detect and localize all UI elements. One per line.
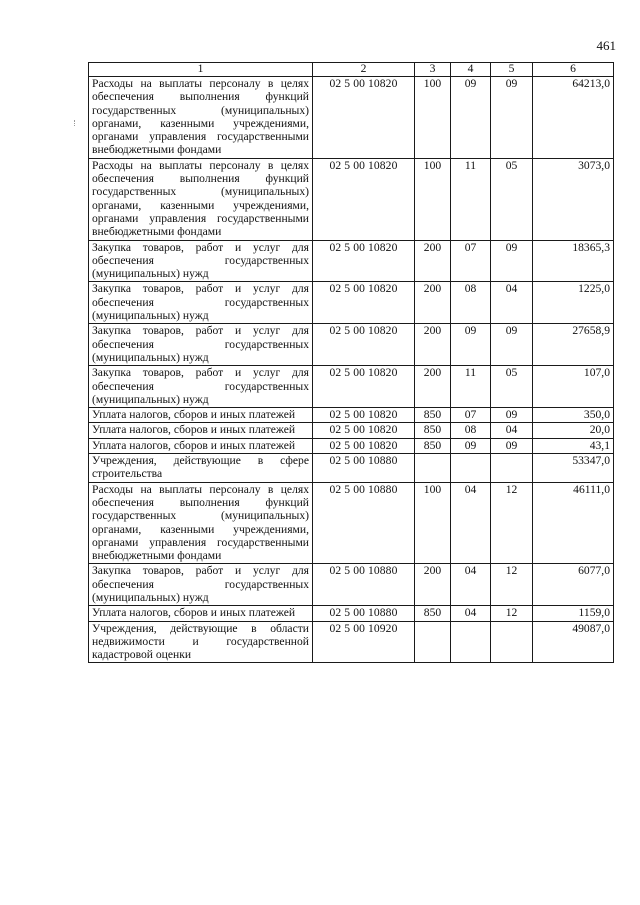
expense-type: 850 [415,606,451,621]
subsection-code: 12 [491,606,533,621]
expense-type: 850 [415,438,451,453]
amount: 27658,9 [533,324,614,366]
column-header: 3 [415,63,451,77]
section-code: 11 [451,158,491,240]
target-code: 02 5 00 10920 [313,621,415,663]
section-code [451,454,491,483]
expense-type: 100 [415,158,451,240]
expense-type: 200 [415,366,451,408]
target-code: 02 5 00 10880 [313,564,415,606]
target-code: 02 5 00 10820 [313,282,415,324]
subsection-code [491,621,533,663]
item-name: Закупка товаров, работ и услуг для обеспечения государственных (муниципальных) нужд [89,564,313,606]
table-row [89,564,614,606]
section-code: 04 [451,482,491,564]
item-name: Расходы на выплаты персоналу в целях обеспечения выполнения функций государственных (муниципальных) органами, казенными учреждениями, органами управления государственными внебюджетными фондами [89,482,313,564]
subsection-code [491,454,533,483]
header-row [89,63,614,77]
expense-type: 100 [415,77,451,159]
section-code: 04 [451,564,491,606]
amount: 64213,0 [533,77,614,159]
amount: 350,0 [533,408,614,423]
table-row [89,423,614,438]
item-name: Закупка товаров, работ и услуг для обеспечения государственных (муниципальных) нужд [89,324,313,366]
section-code [451,621,491,663]
item-name: Закупка товаров, работ и услуг для обеспечения государственных (муниципальных) нужд [89,366,313,408]
subsection-code: 05 [491,366,533,408]
table-row [89,366,614,408]
subsection-code: 09 [491,438,533,453]
expense-type: 200 [415,282,451,324]
table-row [89,158,614,240]
section-code: 11 [451,366,491,408]
column-header: 2 [313,63,415,77]
subsection-code: 04 [491,282,533,324]
expense-type: 200 [415,564,451,606]
target-code: 02 5 00 10880 [313,482,415,564]
target-code: 02 5 00 10820 [313,423,415,438]
column-header: 5 [491,63,533,77]
subsection-code: 09 [491,77,533,159]
item-name: Уплата налогов, сборов и иных платежей [89,408,313,423]
target-code: 02 5 00 10880 [313,454,415,483]
section-code: 08 [451,282,491,324]
amount: 107,0 [533,366,614,408]
amount: 1225,0 [533,282,614,324]
item-name: Закупка товаров, работ и услуг для обеспечения государственных (муниципальных) нужд [89,240,313,282]
item-name: Учреждения, действующие в области недвижимости и государственной кадастровой оценки [89,621,313,663]
section-code: 09 [451,77,491,159]
expense-type [415,454,451,483]
table-row [89,482,614,564]
subsection-code: 09 [491,324,533,366]
expense-type [415,621,451,663]
amount: 18365,3 [533,240,614,282]
item-name: Учреждения, действующие в сфере строительства [89,454,313,483]
amount: 3073,0 [533,158,614,240]
section-code: 09 [451,324,491,366]
section-code: 07 [451,408,491,423]
target-code: 02 5 00 10820 [313,408,415,423]
table-row [89,408,614,423]
target-code: 02 5 00 10880 [313,606,415,621]
expense-type: 850 [415,423,451,438]
table-row [89,282,614,324]
item-name: Уплата налогов, сборов и иных платежей [89,438,313,453]
amount: 6077,0 [533,564,614,606]
expense-type: 200 [415,324,451,366]
subsection-code: 09 [491,408,533,423]
target-code: 02 5 00 10820 [313,438,415,453]
column-header: 6 [533,63,614,77]
column-header: 1 [89,63,313,77]
table-row [89,621,614,663]
item-name: Расходы на выплаты персоналу в целях обеспечения выполнения функций государственных (муниципальных) органами, казенными учреждениями, органами управления государственными внебюджетными фондами [89,77,313,159]
subsection-code: 05 [491,158,533,240]
table-row [89,324,614,366]
table-row [89,240,614,282]
item-name: Расходы на выплаты персоналу в целях обеспечения выполнения функций государственных (муниципальных) органами, казенными учреждениями, органами управления государственными внебюджетными фондами [89,158,313,240]
expense-type: 200 [415,240,451,282]
target-code: 02 5 00 10820 [313,366,415,408]
amount: 1159,0 [533,606,614,621]
amount: 43,1 [533,438,614,453]
budget-table [88,62,614,663]
section-code: 04 [451,606,491,621]
subsection-code: 09 [491,240,533,282]
item-name: Закупка товаров, работ и услуг для обеспечения государственных (муниципальных) нужд [89,282,313,324]
subsection-code: 04 [491,423,533,438]
table-row [89,606,614,621]
amount: 46111,0 [533,482,614,564]
amount: 20,0 [533,423,614,438]
table-row [89,77,614,159]
subsection-code: 12 [491,564,533,606]
target-code: 02 5 00 10820 [313,77,415,159]
margin-mark [74,120,79,126]
item-name: Уплата налогов, сборов и иных платежей [89,423,313,438]
section-code: 09 [451,438,491,453]
page-number: 461 [596,38,616,53]
column-header: 4 [451,63,491,77]
amount: 53347,0 [533,454,614,483]
item-name: Уплата налогов, сборов и иных платежей [89,606,313,621]
expense-type: 100 [415,482,451,564]
section-code: 07 [451,240,491,282]
subsection-code: 12 [491,482,533,564]
table-row [89,454,614,483]
target-code: 02 5 00 10820 [313,324,415,366]
section-code: 08 [451,423,491,438]
target-code: 02 5 00 10820 [313,240,415,282]
target-code: 02 5 00 10820 [313,158,415,240]
expense-type: 850 [415,408,451,423]
amount: 49087,0 [533,621,614,663]
table-row [89,438,614,453]
